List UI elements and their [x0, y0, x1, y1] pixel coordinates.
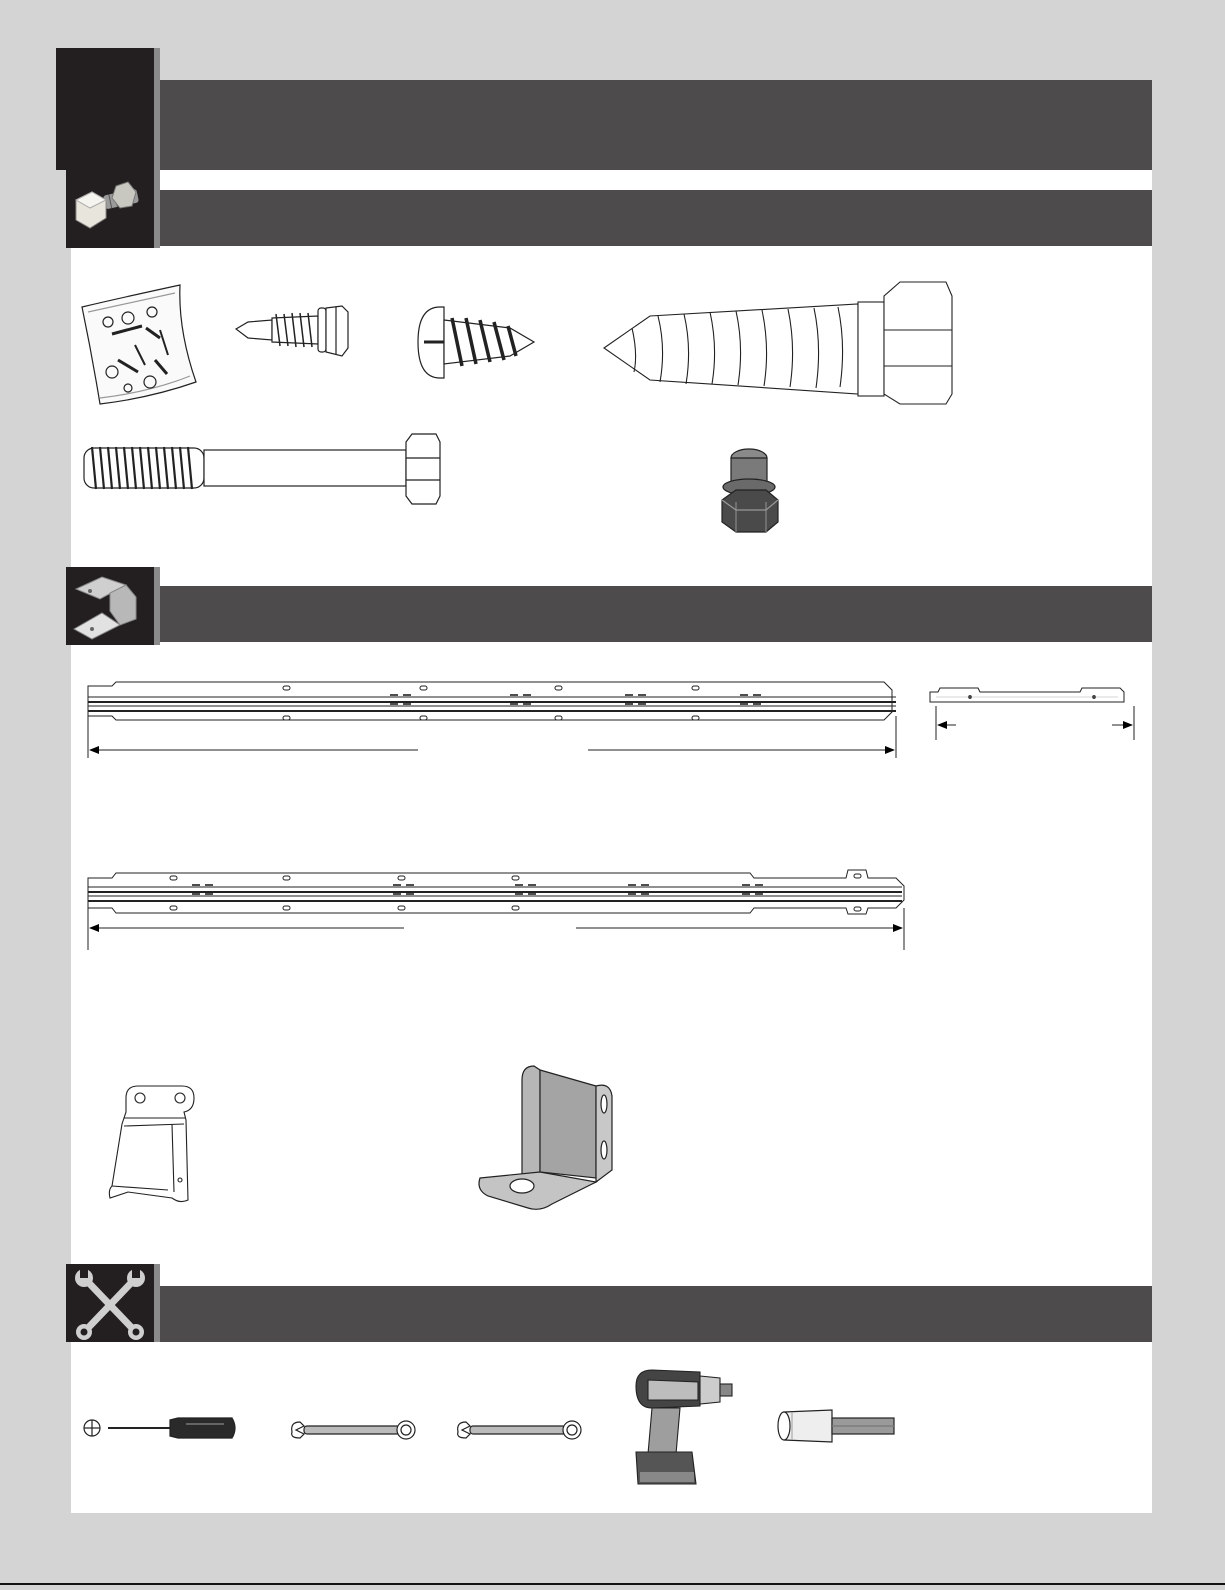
combination-wrench-icon — [292, 1421, 415, 1439]
short-flat-bar-icon — [930, 688, 1134, 740]
channel-rail-with-end-tabs-icon — [88, 870, 904, 950]
cordless-drill-icon — [636, 1370, 732, 1484]
phillips-screwdriver-icon — [84, 1418, 235, 1438]
hardware-bag-icon — [82, 285, 196, 404]
l-bracket-icon — [479, 1066, 612, 1209]
socket-bit-icon — [778, 1410, 894, 1442]
angled-plate-bracket-icon — [109, 1086, 194, 1202]
self-drilling-screw-icon — [236, 306, 348, 356]
tools-section-bar — [160, 1286, 1152, 1342]
parts-section-bar — [160, 586, 1152, 642]
crossed-wrenches-icon — [66, 1264, 154, 1342]
lag-screw-icon — [604, 282, 952, 404]
pan-head-screw-icon — [418, 307, 534, 378]
cap-nut-icon — [722, 449, 778, 532]
combination-wrench-icon — [458, 1421, 581, 1439]
long-channel-rail-icon — [88, 682, 896, 758]
hex-bolt-icon — [84, 434, 440, 504]
bracket-icon — [66, 567, 154, 645]
